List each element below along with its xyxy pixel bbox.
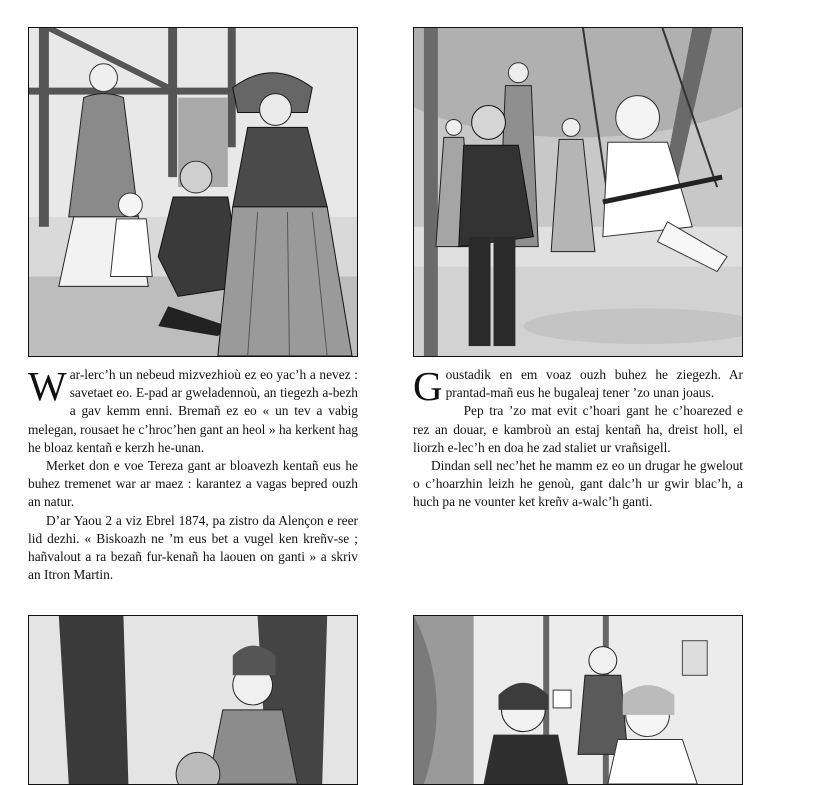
paragraph: Pep tra ’zo mat evit c’hoari gant he c’hoarezed e rez an douar, e kambroù an estaj kentañ ha, dreist holl, el liorzh e-lec’h en doa he zad staliet ur vrañsigell. (413, 403, 743, 455)
illustration-family-bottom-left (28, 615, 358, 785)
text-column-right (413, 363, 743, 512)
illustration-swing (413, 27, 743, 357)
paragraph (28, 363, 358, 457)
drop-cap: W (28, 363, 67, 409)
drop-cap: G (413, 363, 443, 409)
text-column-left (28, 363, 358, 584)
illustration-children-bottom-right (413, 615, 743, 785)
paragraph-text: ar-lerc’h un nebeud mizvezhioù ez eo yac’h a nevez : savetaet eo. E-pad ar gweladennoù, an tiegezh a-bezh a gav kemm enni. Bremañ ez eo « un tev a vabig melegan, rousaet he c’hroc’hen gant an heol » ha kerkent hag he bloaz kentañ e kerzh he-unan. (28, 367, 358, 455)
illustration-first-steps (28, 27, 358, 357)
paragraph-text: oustadik en em voaz ouzh buhez he ziegezh. Ar prantad-mañ eus he bugaleaj tener ’zo unan joaus. (445, 367, 743, 401)
paragraph (413, 363, 743, 409)
paragraph: D’ar Yaou 2 a viz Ebrel 1874, pa zistro da Alençon e reer lid dezhi. « Biskoazh ne ’m eus bet a vugel ken kreñv-se ; hañvalout a ra bezañ fur-kenañ ha laouen on ganti » a skriv an Itron Martin. (28, 512, 358, 583)
paragraph: Dindan sell nec’het he mamm ez eo un drugar he gwelout o c’hoarzhin leizh he genoù, gant dalc’h ur gwir blac’h, a huch pa ne vounter ket kreñv a-walc’h ganti. (413, 458, 743, 510)
paragraph: Merket don e voe Tereza gant ar bloavezh kentañ eus he buhez tremenet war ar maez : karantez a vagas bepred ouzh an natur. (28, 458, 358, 510)
